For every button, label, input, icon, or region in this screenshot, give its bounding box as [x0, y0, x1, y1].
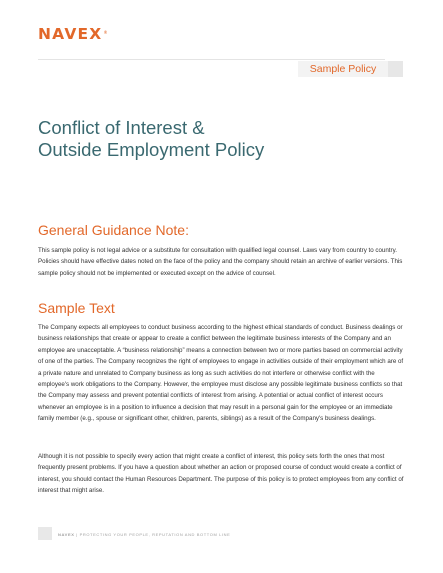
sample-paragraph-2: Although it is not possible to specify every action that might create a conflict of interest, this policy sets forth the ones that most frequently present problems. If you have a question about whether an action or proposed course of conduct would create a conflict of interest, you should contact the Human Resources Department. The purpose of this policy is to protect employees from any conflict of interest that might arise. — [38, 453, 404, 495]
footer-separator: | — [76, 532, 78, 537]
guidance-heading: General Guidance Note: — [38, 222, 189, 238]
title-line-1: Conflict of Interest & — [38, 117, 205, 138]
logo-text: NAVEX — [38, 25, 103, 43]
navex-logo — [38, 26, 109, 42]
footer-tagline: PROTECTING YOUR PEOPLE, REPUTATION AND BOTTOM LINE — [79, 532, 231, 537]
guidance-body: This sample policy is not legal advice or a substitute for consultation with qualified legal counsel. Laws vary from country to country. Policies should have effective dates noted on the face of the policy and the company should retain an archive of earlier versions. This sample policy should not be implemented or executed except on the advice of counsel. — [38, 247, 403, 277]
header-divider — [38, 59, 385, 60]
sample-paragraph-1: The Company expects all employees to conduct business according to the highest ethical standards of conduct. Business dealings or business relationships that create or appear to create a conflict between the legitimate business interests of the Company and an employee are unacceptable. A “business relationship” means a connection between two or more parties based on commercial activity of one of the parties. The Company recognizes the right of employees to engage in activities outside of their employment which are of a private nature and unrelated to Company business as long as such activities do not interfere or otherwise conflict with the employee's work obligations to the Company. However, the employee must disclose any possible legitimate business conflicts so that the Company may assess and prevent potential conflicts of interest from arising. A potential or actual conflict of interest occurs whenever an employee is in a position to influence a decision that may result in a personal gain for the employee or an immediate family member (e.g., spouse or significant other, children, parents, siblings) as a result of the Company's business dealings. — [38, 324, 404, 423]
sample-text-heading: Sample Text — [38, 300, 115, 316]
footer-brand: NAVEX — [58, 532, 75, 537]
footer-page-box — [38, 527, 52, 540]
document-title — [38, 117, 398, 161]
registered-mark: ® — [103, 30, 109, 35]
sample-policy-tag: Sample Policy — [298, 61, 388, 77]
title-line-2: Outside Employment Policy — [38, 139, 265, 160]
footer — [58, 532, 230, 537]
tag-corner-block — [388, 61, 403, 77]
